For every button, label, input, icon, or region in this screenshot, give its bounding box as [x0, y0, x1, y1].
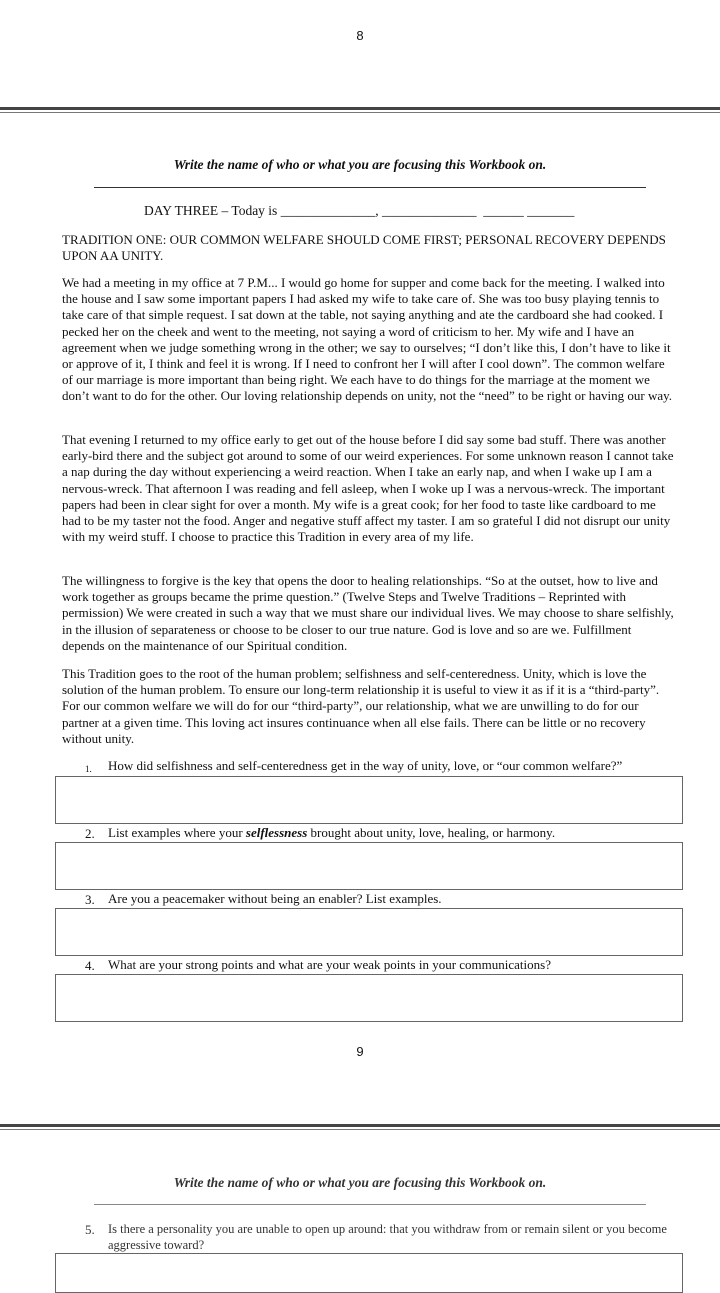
focus-prompt-page-9: Write the name of who or what you are focusing this Workbook on.: [173, 1175, 547, 1190]
tradition-title: TRADITION ONE: OUR COMMON WELFARE SHOULD COME FIRST; PERSONAL RECOVERY DEPENDS UPON AA UNITY.: [62, 232, 666, 263]
question-number: 3.: [85, 892, 95, 907]
question-emphasis: selflessness: [245, 825, 308, 840]
page-divider-thin: [0, 112, 720, 113]
question-number: 4.: [85, 958, 95, 973]
question-number: 1.: [85, 764, 92, 774]
paragraph-2: That evening I returned to my office early to get out of the house before I did say some bad stuff. There was another early-bird there and the subject got around to some of our weird experiences. For some unknown reason I cannot take a nap during the day without experiencing a weird reaction. When I take an early nap, and when I wake up I am a nervous-wreck. That afternoon I was reading and fell asleep, when I woke up I was a nervous-wreck. The important papers had been in clear sight for over a month. My wife is a great cook; for her food to taste like cardboard to me had to be my taster not the food. Anger and negative stuff affect my taster. I am so grateful I did not disrupt our unity with my weird stuff. I choose to practice this Tradition in every area of my life.: [62, 432, 674, 545]
focus-prompt: Write the name of who or what you are focusing this Workbook on.: [173, 157, 547, 172]
answer-box-4[interactable]: [55, 974, 683, 1022]
day-label: DAY THREE – Today is ______________, ______________ ______ _______: [144, 203, 575, 218]
page-number-top: 8: [356, 28, 364, 43]
paragraph-1: We had a meeting in my office at 7 P.M... I would go home for supper and come back for the meeting. I walked into the house and I saw some important papers I had asked my wife to take care of. She was too busy playing tennis to take care of that simple request. I sat down at the table, not saying anything and ate the cardboard she had cooked. I pecked her on the cheek and went to the meeting, not saying a word of criticism to her. My wife and I have an agreement when we judge something wrong in the other; we say to ourselves; “I don’t like this, I don’t have to like it or approve of it, I think and feel it is wrong. If I need to confront her I will after I cool down”. The common welfare of our marriage is more important than being right. We each have to do things for the marriage at the moment we don’t want to do for the other. Our loving relationship depends on unity, not the “need” to be right or having our way.: [62, 275, 673, 404]
focus-name-line[interactable]: [94, 187, 646, 188]
paragraph-4: This Tradition goes to the root of the human problem; selfishness and self-centeredness. Unity, which is love the solution of the human problem. To ensure our long-term relationship it is useful to view it as if it is a “third-party”. For our common welfare we will do for our “third-party”, our relationship, what we are unwilling to do for our partner at a given time. This loving act insures continuance when all else fails. There can be little or no recovery without unity.: [62, 666, 660, 746]
paragraph-3: The willingness to forgive is the key that opens the door to healing relationships. “So at the outset, how to live and work together as groups became the prime question.” (Twelve Steps and Twelve Traditions – Reprinted with permission) We were created in such a way that we must share our individual lives. We may choose to share selfishly, in the illusion of separateness or choose to be closer to our true nature. God is love and so are we. Fulfillment depends on the maintenance of our Spiritual condition.: [62, 573, 674, 653]
question-number: 2.: [85, 826, 95, 841]
question-text-post: brought about unity, love, healing, or harmony.: [307, 825, 556, 840]
page-divider: [0, 107, 720, 110]
question-5: [85, 1221, 685, 1252]
answer-box-1[interactable]: [55, 776, 683, 824]
question-1: [85, 759, 685, 777]
question-3: [85, 891, 685, 909]
question-text-pre: List examples where your: [108, 825, 246, 840]
answer-box-5[interactable]: [55, 1253, 683, 1293]
page-number-bottom: 9: [356, 1044, 364, 1059]
answer-box-3[interactable]: [55, 908, 683, 956]
focus-name-line-page-9[interactable]: [94, 1204, 646, 1205]
question-text: Is there a personality you are unable to open up around: that you withdraw from or remain silent or you become aggressive toward?: [108, 1222, 667, 1252]
answer-box-2[interactable]: [55, 842, 683, 890]
question-2: [85, 825, 685, 843]
question-number: 5.: [85, 1222, 95, 1237]
page-divider-thin: [0, 1129, 720, 1130]
question-text: [108, 825, 555, 841]
question-4: [85, 957, 685, 975]
page-divider: [0, 1124, 720, 1127]
question-text: How did selfishness and self-centeredness get in the way of unity, love, or “our common welfare?”: [108, 758, 623, 773]
question-text: What are your strong points and what are your weak points in your communications?: [108, 957, 551, 972]
question-text: Are you a peacemaker without being an enabler? List examples.: [108, 891, 442, 906]
